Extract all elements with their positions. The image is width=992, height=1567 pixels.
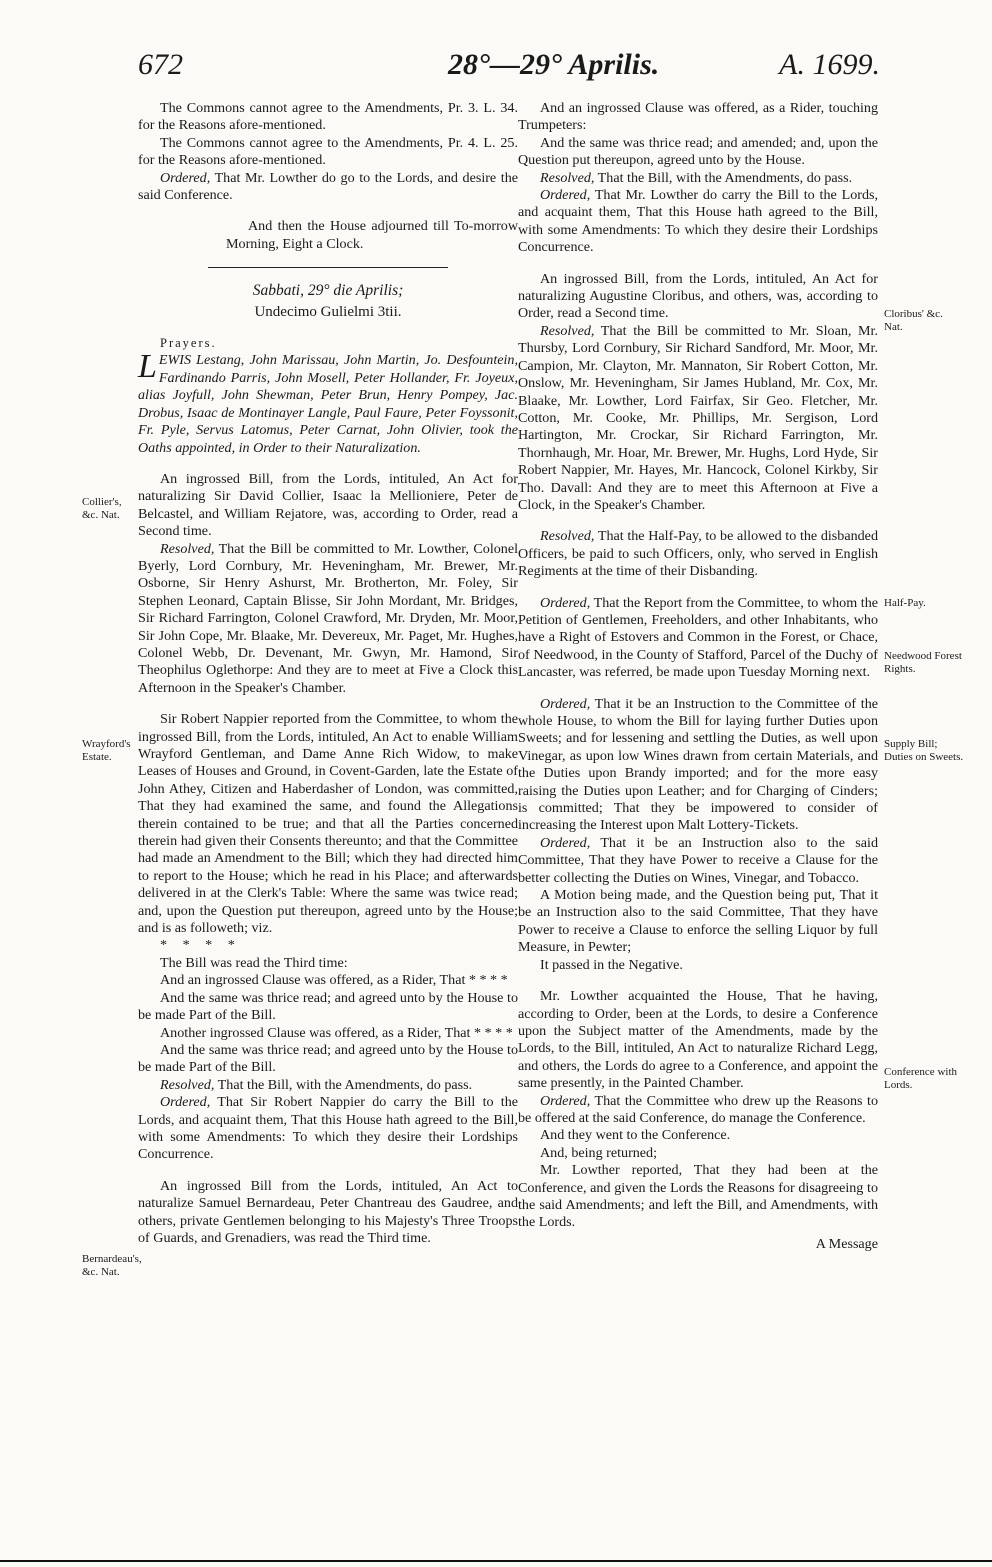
margin-note: Bernardeau's, &c. Nat. (82, 1253, 142, 1278)
regnal-year: Undecimo Gulielmi 3tii. (254, 303, 402, 320)
paragraph: The Bill was read the Third time: (160, 954, 348, 971)
adjournment: And then the House adjourned till To-morrow Morning, Eight a Clock. (226, 218, 518, 252)
running-year: A. 1699. (779, 48, 880, 81)
paragraph: The Commons cannot agree to the Amendments, Pr. 3. L. 34. for the Reasons afore-mentioned. (138, 100, 518, 134)
margin-note: Needwood Forest Rights. (884, 650, 962, 675)
paragraph: It passed in the Negative. (540, 956, 683, 973)
conference-report: Mr. Lowther acquainted the House, That he having, according to Order, been at the Lords, to desire a Conference upon the Subject matter of the Amendments, made by the Lords, to the Bill, intituled, An Act to naturalize Richard Legg, and others, the Lords do agree to a Conference, and appoint the same presently, in the Painted Chamber. (518, 988, 878, 1092)
paragraph: Ordered, That Mr. Lowther do go to the Lords, and desire the said Conference. (138, 169, 518, 204)
paragraph: And, being returned; (540, 1144, 658, 1161)
paragraph: Resolved, That the Bill, with the Amendments, do pass. (160, 1076, 473, 1093)
halfpay-resolution: Resolved, That the Half-Pay, to be allowed to the disbanded Officers, be paid to such Officers, only, who served in English Regiments at the time of their Disbanding. (518, 528, 878, 580)
paragraph: And the same was thrice read; and agreed unto by the House to be made Part of the Bill. (138, 1041, 518, 1076)
paragraph: Ordered, That Sir Robert Nappier do carry the Bill to the Lords, and acquaint them, That this House hath agreed to the Bill, with some Amendments: To which they desire their Lordships Concurrence. (138, 1094, 518, 1163)
paragraph: Resolved, That the Bill be committed to Mr. Sloan, Mr. Thursby, Lord Cornbury, Sir Richard Sandford, Mr. Moor, Mr. Campion, Mr. Clayton, Mr. Mannaton, Sir Robert Cotton, Mr. Onslow, Mr. Heveningham, Sir James Hubland, Mr. Cox, Mr. Blaake, Mr. Lowther, Lord Fairfax, Sir Geo. Fletcher, Mr. Cotton, Mr. Cooke, Mr. Phillips, Mr. Sergison, Lord Hartington, Mr. Crockar, Sir Richard Farrington, Mr. Thornhaugh, Mr. Hoar, Mr. Brewer, Mr. Hughs, Lord Hyde, Sir Robert Nappier, Mr. Hayes, Mr. Hancock, Colonel Kirkby, Sir Tho. Davall: And they are to meet this Afternoon at Five a Clock, in the Speaker's Chamber. (518, 322, 878, 513)
drop-cap: L (138, 348, 157, 386)
paragraph: A Motion being made, and the Question being put, That it be an Instruction also to the said Committee, That they have Power to receive a Clause to enforce the selling Liquor by full Measure, in Pewter; (518, 887, 878, 956)
paragraph: Ordered, That Mr. Lowther do carry the Bill to the Lords, and acquaint them, That this House hath agreed to the Bill, with some Amendments: To which they desire their Lordships Concurrence. (518, 187, 878, 256)
margin-note: Half-Pay. (884, 597, 926, 609)
bernardeau-bill: An ingrossed Bill from the Lords, intituled, An Act to naturalize Samuel Bernardeau, Peter Chantreau des Gaudree, and others, private Gentlemen belonging to his Majesty's Three Troops of Guards, and Grenadiers, was read the Third time. (138, 1177, 518, 1246)
paragraph: Another ingrossed Clause was offered, as a Rider, That * * * * (160, 1024, 513, 1041)
paragraph: And an ingrossed Clause was offered, as a Rider, touching Trumpeters: (518, 100, 878, 134)
margin-note: Wrayford's Estate. (82, 738, 131, 763)
wrayford-report: Sir Robert Nappier reported from the Committee, to whom the ingrossed Bill, from the Lords, intituled, An Act to enable William Wrayford Gentleman, and Dame Anne Rich Widow, to make Leases of Houses and Ground, in Covent-Garden, late the Estate of John Athey, Citizen and Haberdasher of London, was committed, That they had examined the same, and found the Allegations therein contained to be true; and that all the Parties concerned therein had given their Consents thereunto; and that the Committee had made an Amendment to the Bill; which they had directed him to report to the House; which he read in his Place; and afterwards delivered in at the Clerk's Table: Where the same was twice read; and, upon the Question put thereupon, agreed unto by the House; and is as followeth; viz. (138, 711, 518, 937)
divider (208, 267, 448, 268)
margin-note: Cloribus' &c. Nat. (884, 308, 943, 333)
bottom-rule (0, 1560, 992, 1562)
page-number: 672 (138, 48, 183, 81)
paragraph: And they went to the Conference. (540, 1127, 731, 1144)
margin-note: Collier's, &c. Nat. (82, 496, 122, 521)
right-column (518, 100, 878, 1253)
paragraph: Mr. Lowther reported, That they had been at the Conference, and given the Lords the Reasons for disagreeing to the said Amendments; and left the Bill, and Amendments, with the Lords. (518, 1162, 878, 1231)
paragraph: Ordered, That it be an Instruction also to the said Committee, That they have Power to receive a Clause for the better collecting the Duties on Wines, Vinegar, and Tobacco. (518, 834, 878, 886)
margin-note: Conference with Lords. (884, 1066, 957, 1091)
catchword: A Message (815, 1235, 878, 1252)
oaths-paragraph: LEWIS Lestang, John Marissau, John Martin, Jo. Desfountein, Fardinando Parris, John Mosell, Peter Hollander, Fr. Joyeux, alias Joyfull, John Shewman, Peter Brun, Henry Pompey, Jac. Drobus, Isaac de Montinayer Langle, Paul Faure, Peter Foyssonit, Fr. Pyle, Servus Latomus, Peter Carnat, John Olivier, took the Oaths appointed, in Order to their Naturalization. (138, 348, 518, 456)
paragraph: And the same was thrice read; and amended; and, upon the Question put thereupon, agreed unto by the House. (518, 134, 878, 169)
prayers-heading: Prayers. (160, 336, 217, 351)
cloribus-bill: An ingrossed Bill, from the Lords, intituled, An Act for naturalizing Augustine Cloribus, and others, was, according to Order, read a Second time. (518, 270, 878, 322)
margin-note: Supply Bill; Duties on Sweets. (884, 738, 964, 763)
page-header (138, 48, 880, 92)
needwood-order: Ordered, That the Report from the Committee, to whom the Petition of Gentlemen, Freeholders, and other Inhabitants, who have a Right of Estovers and Common in the Forest, or Chace, of Needwood, in the County of Stafford, Parcel of the Duchy of Lancaster, was referred, be made upon Tuesday Morning next. (518, 594, 878, 681)
paragraph: Resolved, That the Bill be committed to Mr. Lowther, Colonel Byerly, Lord Cornbury, Mr. Heveningham, Mr. Brewer, Mr. Osborne, Sir Henry Ashurst, Mr. Brotherton, Mr. Foley, Sir Stephen Leonard, Captain Blisse, Sir John Mordant, Mr. Bridges, Sir Richard Farrington, Colonel Crawford, Mr. Dryden, Mr. Moor, Sir John Cope, Mr. Blaake, Mr. Devereux, Mr. Paget, Mr. Hughes, Colonel Webb, Dr. Devenant, Mr. Gwyn, Mr. Hamond, Sir Theophilus Oglethorpe: And they are to meet at Five a Clock this Afternoon in the Speaker's Chamber. (138, 540, 518, 696)
paragraph: And the same was thrice read; and agreed unto by the House to be made Part of the Bill. (138, 989, 518, 1024)
sitting-heading: Sabbati, 29° die Aprilis; (252, 282, 404, 300)
omission-stars: * * * * (160, 937, 241, 954)
paragraph: Ordered, That the Committee who drew up the Reasons to be offered at the said Conference, do manage the Conference. (518, 1092, 878, 1126)
paragraph: Resolved, That the Bill, with the Amendments, do pass. (540, 169, 853, 186)
collier-bill: An ingrossed Bill, from the Lords, intituled, An Act for naturalizing Sir David Collier, Isaac la Mellioniere, Peter de Belcastel, and William Rejatore, was, according to Order, read a Second time. (138, 470, 518, 540)
paragraph: The Commons cannot agree to the Amendments, Pr. 4. L. 25. for the Reasons afore-mentioned. (138, 134, 518, 169)
paragraph: And an ingrossed Clause was offered, as a Rider, That * * * * (160, 972, 508, 989)
supply-instruction: Ordered, That it be an Instruction to the Committee of the whole House, to whom the Bill for laying further Duties upon Sweets; and for lessening and settling the Duties, as well upon Vinegar, as upon low Wines drawn from certain Materials, and the Duties upon Brandy imported; and for the more easy raising the Duties upon Leather; and for Charging of Cinders; is committed; That they be impowered to consider of increasing the Interest upon Malt Lottery-Tickets. (518, 695, 878, 834)
running-date: 28°—29° Aprilis. (448, 48, 660, 81)
left-column (138, 100, 518, 1247)
